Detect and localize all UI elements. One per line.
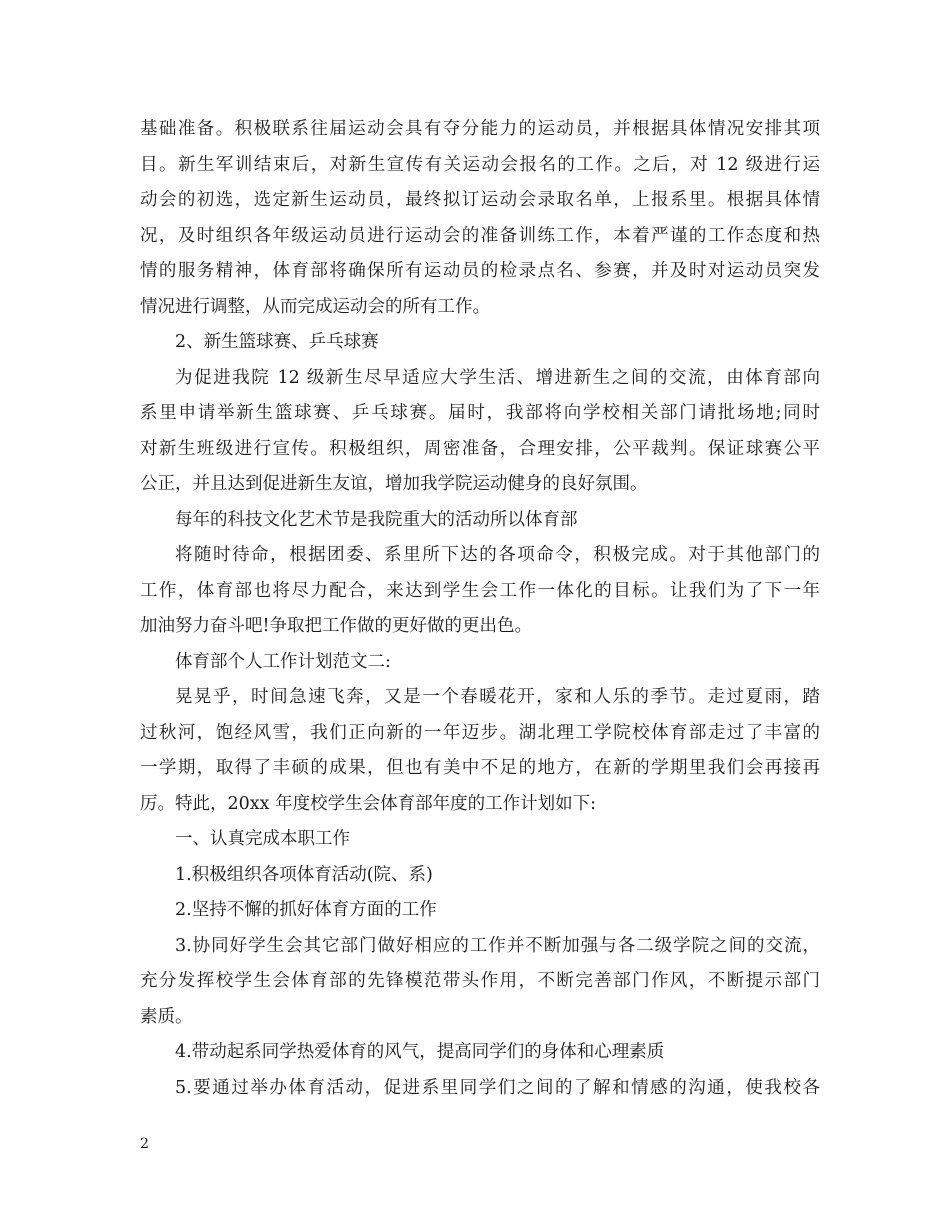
- text-line: 动会的初选，选定新生运动员，最终拟订运动会录取名单，上报系里。根据具体情: [140, 190, 820, 210]
- document-body: [140, 112, 820, 1106]
- text-line: 公正，并且达到促进新生友谊，增加我学院运动健身的良好氛围。: [140, 474, 648, 494]
- text-line: 每年的科技文化艺术节是我院重大的活动所以体育部: [175, 509, 578, 530]
- text-line: 基础准备。积极联系往届运动会具有夺分能力的运动员，并根据具体情况安排其项: [140, 119, 820, 139]
- text-line: 情的服务精神，体育部将确保所有运动员的检录点名、参赛，并及时对运动员突发: [140, 261, 820, 281]
- text-line: 加油努力奋斗吧!争取把工作做的更好做的更出色。: [140, 616, 533, 636]
- text-line: 目。新生军训结束后，对新生宣传有关运动会报名的工作。之后，对 12 级进行运: [140, 154, 820, 175]
- text-line: 系里申请举新生篮球赛、乒乓球赛。届时，我部将向学校相关部门请批场地;同时: [140, 403, 820, 423]
- text-line: 况，及时组织各年级运动员进行运动会的准备训练工作，本着严谨的工作态度和热: [140, 225, 820, 246]
- text-line: 1.积极组织各项体育活动(院、系): [175, 864, 433, 885]
- text-line: 将随时待命，根据团委、系里所下达的各项命令，积极完成。对于其他部门的: [175, 545, 820, 565]
- text-line: 一学期，取得了丰硕的成果，但也有美中不足的地方，在新的学期里我们会再接再: [140, 758, 820, 778]
- text-line: 对新生班级进行宣传。积极组织，周密准备，合理安排，公平裁判。保证球赛公平: [140, 438, 820, 459]
- text-line: 一、认真完成本职工作: [175, 829, 350, 849]
- text-line: 情况进行调整，从而完成运动会的所有工作。: [140, 296, 490, 317]
- text-line: 过秋河，饱经风雪，我们正向新的一年迈步。湖北理工学院校体育部走过了丰富的: [140, 722, 820, 743]
- text-line: 充分发挥校学生会体育部的先锋模范带头作用，不断完善部门作风，不断提示部门: [140, 971, 820, 991]
- text-line: 5.要通过举办体育活动，促进系里同学们之间的了解和情感的沟通，使我校各: [175, 1077, 820, 1098]
- text-line: 4.带动起系同学热爱体育的风气，提高同学们的身体和心理素质: [175, 1042, 665, 1062]
- text-line: 体育部个人工作计划范文二:: [175, 651, 391, 672]
- text-line: 2.坚持不懈的抓好体育方面的工作: [175, 900, 437, 920]
- text-line: 厉。特此，20xx 年度校学生会体育部年度的工作计划如下:: [140, 793, 596, 814]
- text-line: 为促进我院 12 级新生尽早适应大学生活、增进新生之间的交流，由体育部向: [175, 367, 820, 388]
- text-line: 素质。: [140, 1006, 193, 1027]
- text-line: 2、新生篮球赛、乒乓球赛: [175, 332, 379, 352]
- text-line: 3.协同好学生会其它部门做好相应的工作并不断加强与各二级学院之间的交流，: [175, 935, 820, 956]
- page-number: 2: [140, 1136, 149, 1152]
- text-line: 晃晃乎，时间急速飞奔，又是一个春暖花开，家和人乐的季节。走过夏雨，踏: [175, 687, 820, 707]
- text-line: 工作，体育部也将尽力配合，来达到学生会工作一体化的目标。让我们为了下一年: [140, 580, 820, 601]
